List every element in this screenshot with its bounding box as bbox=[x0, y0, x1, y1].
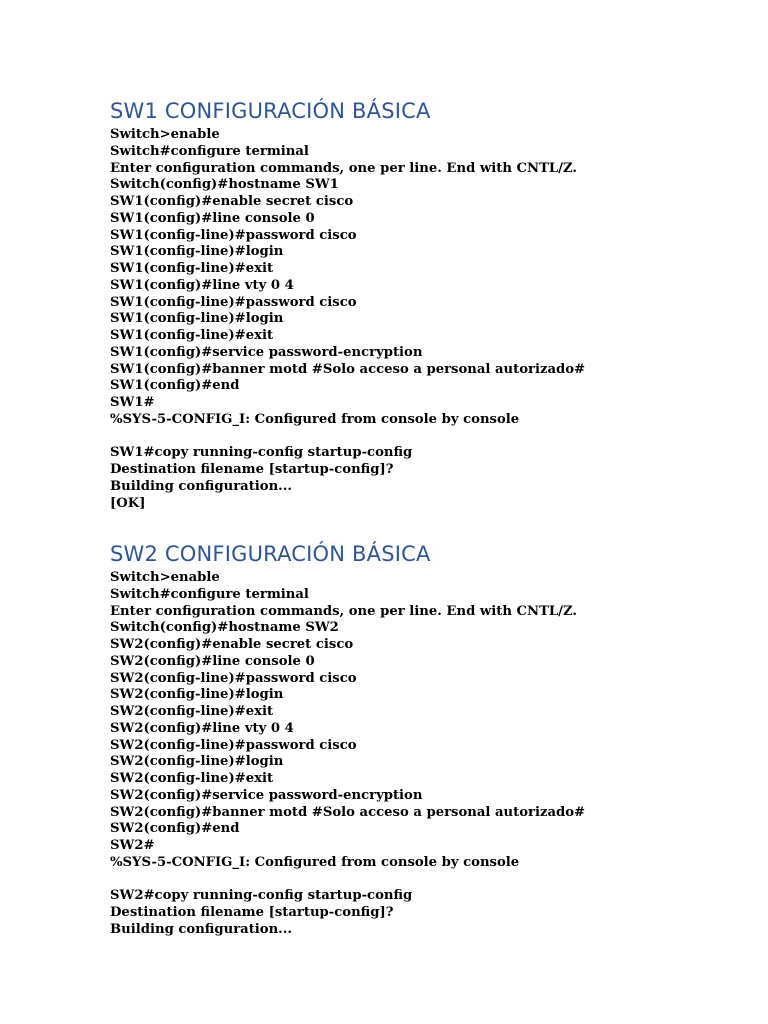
command-line: SW2#copy running-config startup-config bbox=[110, 888, 413, 904]
command-line: SW2(config)#end bbox=[110, 821, 240, 837]
command-line: SW1(config-line)#exit bbox=[110, 328, 274, 343]
command-line: Switch(config)#hostname SW2 bbox=[110, 620, 339, 636]
command-line: SW2(config-line)#login bbox=[110, 687, 284, 703]
command-line: Switch#configure terminal bbox=[110, 143, 309, 159]
command-line: SW1(config)#service password-encryption bbox=[110, 344, 423, 360]
command-line: SW1(config)#enable secret cisco bbox=[110, 194, 354, 209]
command-line: [OK] bbox=[110, 495, 146, 511]
section-heading: SW2 CONFIGURACIÓN BÁSICA bbox=[110, 542, 431, 566]
command-line: SW1(config-line)#password cisco bbox=[110, 227, 357, 243]
command-line: SW2(config-line)#exit bbox=[110, 771, 274, 786]
command-line: Enter configuration commands, one per line. End with CNTL/Z. bbox=[110, 160, 577, 176]
command-line: SW1#copy running-config startup-config bbox=[110, 445, 413, 461]
command-line: Switch>enable bbox=[110, 570, 220, 585]
command-line: SW2(config-line)#password cisco bbox=[110, 670, 357, 686]
command-lines bbox=[110, 570, 730, 939]
command-line: SW1(config)#line vty 0 4 bbox=[110, 277, 294, 293]
command-line: SW2(config-line)#exit bbox=[110, 704, 274, 719]
command-line: SW1(config-line)#login bbox=[110, 244, 284, 260]
command-line: SW1(config-line)#exit bbox=[110, 261, 274, 276]
command-line: SW1(config-line)#login bbox=[110, 311, 284, 327]
command-line: SW1(config)#banner motd #Solo acceso a personal autorizado# bbox=[110, 361, 586, 377]
command-line: SW2(config-line)#password cisco bbox=[110, 737, 357, 753]
command-line: SW2(config-line)#login bbox=[110, 754, 284, 770]
command-line: SW1(config)#line console 0 bbox=[110, 210, 315, 226]
command-line: Switch>enable bbox=[110, 127, 220, 142]
command-line: Building configuration... bbox=[110, 921, 292, 937]
section-heading: SW1 CONFIGURACIÓN BÁSICA bbox=[110, 99, 431, 123]
blank-line bbox=[110, 872, 730, 889]
command-line: SW2(config)#enable secret cisco bbox=[110, 637, 354, 652]
section-sw2-config bbox=[110, 539, 730, 939]
command-line: Enter configuration commands, one per line. End with CNTL/Z. bbox=[110, 603, 577, 619]
command-line: Destination filename [startup-config]? bbox=[110, 462, 394, 477]
command-line: Destination filename [startup-config]? bbox=[110, 905, 394, 920]
command-line: SW2(config)#line vty 0 4 bbox=[110, 720, 294, 736]
command-line: Building configuration... bbox=[110, 478, 292, 494]
command-line: SW2(config)#banner motd #Solo acceso a personal autorizado# bbox=[110, 804, 586, 820]
command-lines bbox=[110, 127, 730, 512]
blank-line bbox=[110, 429, 730, 446]
command-line: SW1(config)#end bbox=[110, 378, 240, 394]
command-line: %SYS-5-CONFIG_I: Configured from console by console bbox=[110, 854, 520, 870]
command-line: SW1# bbox=[110, 395, 155, 410]
command-line: SW1(config-line)#password cisco bbox=[110, 294, 357, 310]
command-line: Switch(config)#hostname SW1 bbox=[110, 177, 339, 193]
command-line: Switch#configure terminal bbox=[110, 586, 309, 602]
section-sw1-config bbox=[110, 96, 730, 512]
command-line: SW2(config)#line console 0 bbox=[110, 653, 315, 669]
command-line: SW2(config)#service password-encryption bbox=[110, 787, 423, 803]
command-line: %SYS-5-CONFIG_I: Configured from console by console bbox=[110, 411, 520, 427]
command-line: SW2# bbox=[110, 838, 155, 853]
